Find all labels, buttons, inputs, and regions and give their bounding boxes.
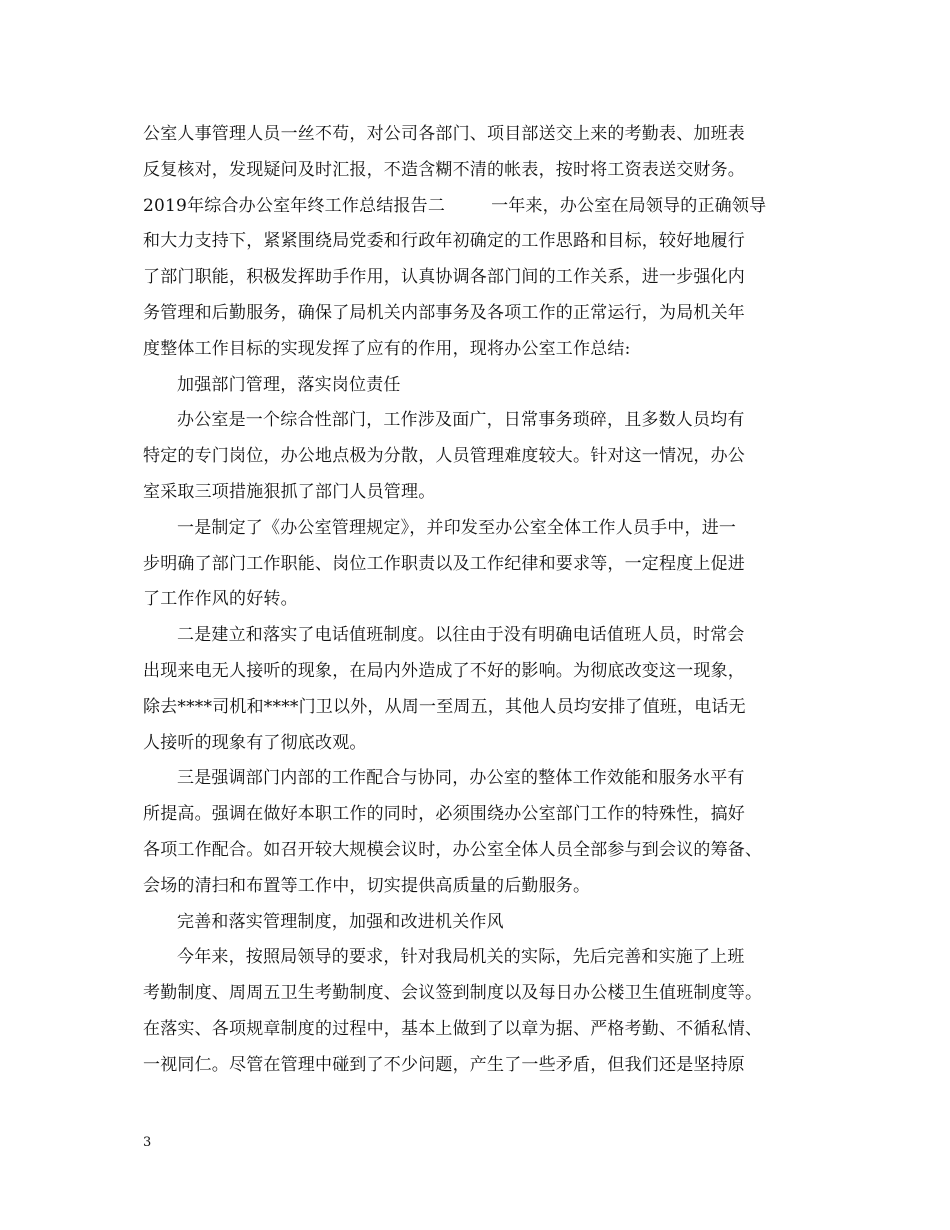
section-heading: 完善和落实管理制度，加强和改进机关作风 [177, 911, 504, 932]
report-title-line [143, 189, 813, 225]
text-line: 办公室是一个综合性部门，工作涉及面广，日常事务琐碎，且多数人员均有 [177, 410, 745, 431]
page-number: 3 [143, 1135, 152, 1150]
text-line: 步明确了部门工作职能、岗位工作职责以及工作纪律和要求等，一定程度上促进 [143, 553, 745, 574]
text-line: 了部门职能，积极发挥助手作用，认真协调各部门间的工作关系，进一步强化内 [143, 267, 745, 288]
section-heading: 加强部门管理，落实岗位责任 [177, 374, 401, 395]
text-line: 特定的专门岗位，办公地点极为分散，人员管理难度较大。针对这一情况，办公 [143, 446, 745, 467]
text-line: 反复核对，发现疑问及时汇报，不造含糊不清的帐表，按时将工资表送交财务。 [143, 159, 745, 180]
text-line: 一视同仁。尽管在管理中碰到了不少问题，产生了一些矛盾，但我们还是坚持原 [143, 1054, 745, 1075]
text-line: 在落实、各项规章制度的过程中，基本上做到了以章为据、严格考勤、不循私情、 [143, 1018, 763, 1039]
report-title: 2019年综合办公室年终工作总结报告二 [143, 195, 446, 216]
text-line: 会场的清扫和布置等工作中，切实提供高质量的后勤服务。 [143, 875, 591, 896]
text-line: 考勤制度、周周五卫生考勤制度、会议签到制度以及每日办公楼卫生值班制度等。 [143, 983, 763, 1004]
text-line: 出现来电无人接听的现象，在局内外造成了不好的影响。为彻底改变这一现象， [143, 660, 745, 681]
text-line: 所提高。强调在做好本职工作的同时，必须围绕办公室部门工作的特殊性，搞好 [143, 804, 745, 825]
text-line: 三是强调部门内部的工作配合与协同，办公室的整体工作效能和服务水平有 [177, 768, 745, 789]
report-intro: 一年来，办公室在局领导的正确领导 [491, 195, 767, 216]
text-line: 度整体工作目标的实现发挥了应有的作用，现将办公室工作总结: [143, 338, 631, 359]
text-line: 一是制定了《办公室管理规定》，并印发至办公室全体工作人员手中，进一 [177, 517, 737, 538]
text-line: 了工作作风的好转。 [143, 589, 298, 610]
document-body [143, 117, 813, 1084]
text-line: 人接听的现象有了彻底改观。 [143, 732, 367, 753]
text-line: 室采取三项措施狠抓了部门人员管理。 [143, 481, 436, 502]
text-line: 二是建立和落实了电话值班制度。以往由于没有明确电话值班人员，时常会 [177, 625, 745, 646]
text-line: 和大力支持下，紧紧围绕局党委和行政年初确定的工作思路和目标，较好地履行 [143, 231, 745, 252]
text-line: 除去****司机和****门卫以外，从周一至周五，其他人员均安排了值班，电话无 [143, 696, 746, 717]
text-line: 务管理和后勤服务，确保了局机关内部事务及各项工作的正常运行，为局机关年 [143, 302, 745, 323]
text-line: 今年来，按照局领导的要求，针对我局机关的实际，先后完善和实施了上班 [177, 947, 745, 968]
text-line: 公室人事管理人员一丝不苟，对公司各部门、项目部送交上来的考勤表、加班表 [143, 124, 745, 144]
text-line: 各项工作配合。如召开较大规模会议时，办公室全体人员全部参与到会议的筹备、 [143, 839, 763, 860]
